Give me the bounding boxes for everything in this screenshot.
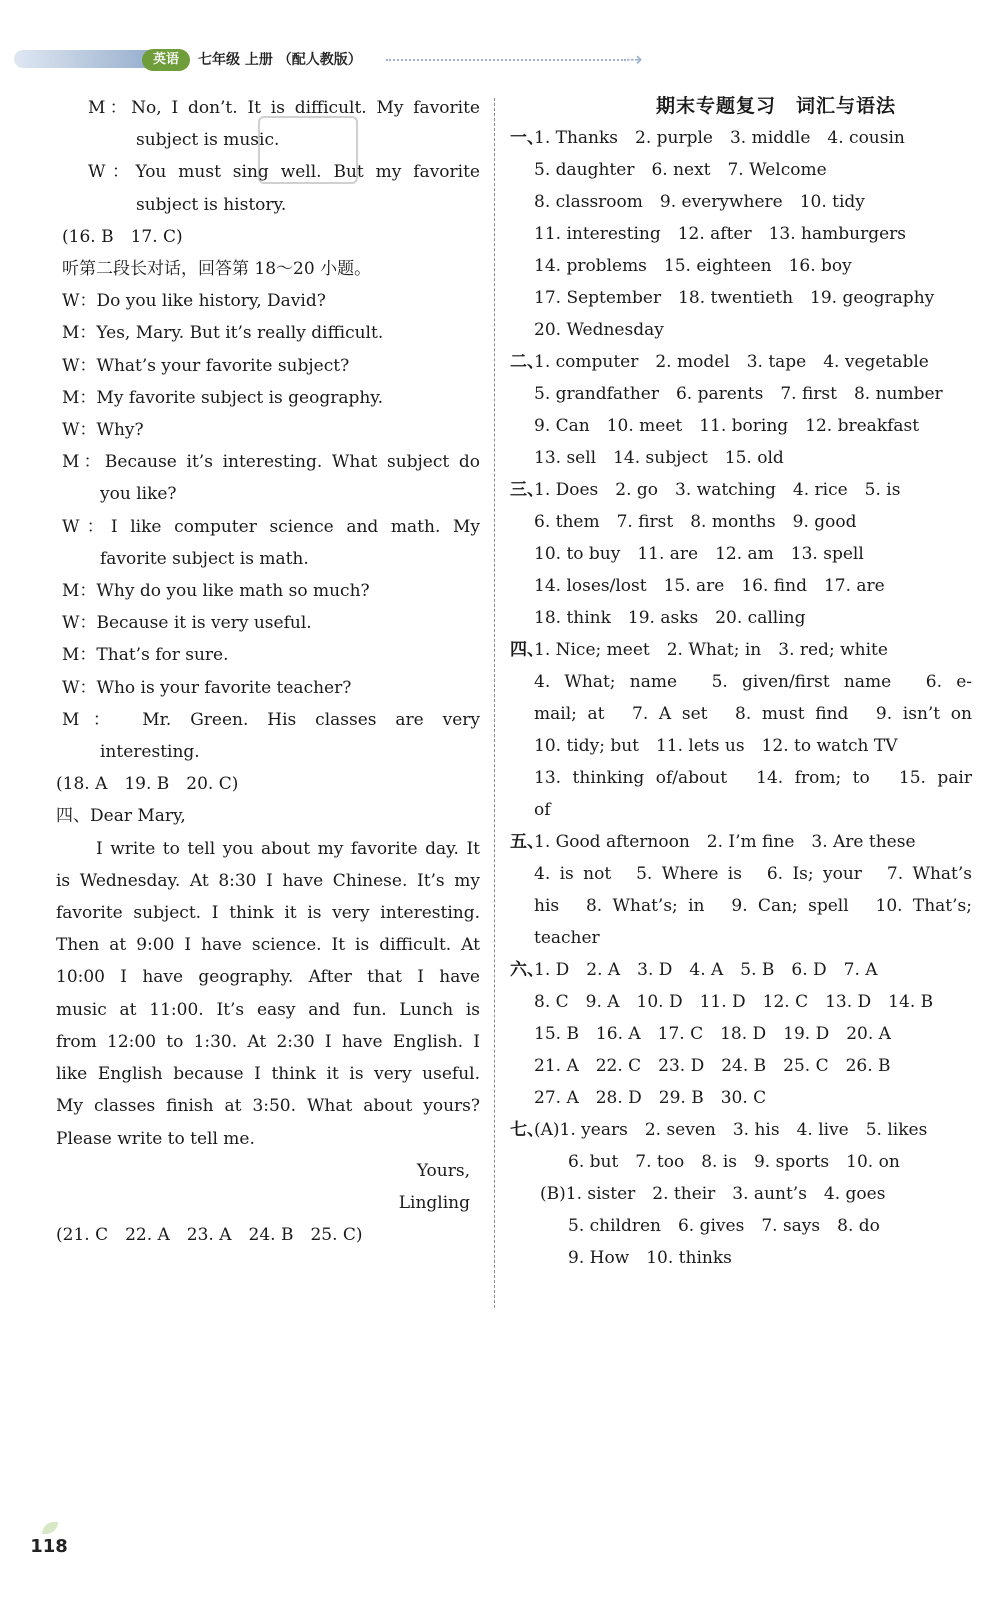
answer-line bbox=[510, 122, 972, 154]
answer-line bbox=[510, 634, 972, 666]
answer-text: 1. D 2. A 3. D 4. A 5. B 6. D 7. A bbox=[534, 960, 878, 980]
text-line: is Wednesday. At 8:30 I have Chinese. It’s my bbox=[56, 870, 480, 891]
answer-line bbox=[510, 730, 972, 762]
answer-line bbox=[510, 858, 972, 890]
right-column bbox=[510, 90, 972, 1274]
text-line: music at 11:00. It’s easy and fun. Lunch is bbox=[56, 999, 480, 1020]
left-column bbox=[56, 92, 480, 1251]
page-number: 118 bbox=[28, 1522, 70, 1564]
answer-line bbox=[510, 1082, 972, 1114]
answer-line bbox=[510, 922, 972, 954]
answer-text: 14. problems 15. eighteen 16. boy bbox=[534, 256, 852, 276]
column-divider bbox=[494, 98, 495, 1308]
answer-text: 8. classroom 9. everywhere 10. tidy bbox=[534, 192, 865, 212]
arrow-icon: ⇢ bbox=[626, 47, 643, 71]
section-marker: 六、 bbox=[510, 960, 544, 980]
answer-text: mail; at 7. A set 8. must find 9. isn’t on bbox=[534, 704, 972, 724]
answer-text: 6. them 7. first 8. months 9. good bbox=[534, 512, 857, 532]
answer-line bbox=[510, 186, 972, 218]
text-line: W：Because it is very useful. bbox=[62, 613, 312, 634]
answer-line bbox=[510, 986, 972, 1018]
answer-line bbox=[510, 410, 972, 442]
answer-line bbox=[510, 954, 972, 986]
answer-text: 1. Good afternoon 2. I’m fine 3. Are these bbox=[534, 832, 916, 852]
answer-line bbox=[510, 1242, 972, 1274]
text-line: M：That’s for sure. bbox=[62, 645, 229, 666]
text-line: 四、Dear Mary, bbox=[56, 806, 186, 827]
text-line: Lingling bbox=[398, 1192, 470, 1213]
answer-line bbox=[510, 666, 972, 698]
answer-text: (A)1. years 2. seven 3. his 4. live 5. likes bbox=[534, 1120, 928, 1140]
answer-text: 4. is not 5. Where is 6. Is; your 7. What’s bbox=[534, 864, 972, 884]
answer-text: 1. Nice; meet 2. What; in 3. red; white bbox=[534, 640, 888, 660]
answer-text: 21. A 22. C 23. D 24. B 25. C 26. B bbox=[534, 1056, 891, 1076]
answer-line bbox=[510, 218, 972, 250]
section-marker: 二、 bbox=[510, 352, 544, 372]
text-line: subject is history. bbox=[136, 194, 287, 215]
answer-line bbox=[510, 538, 972, 570]
section-marker: 五、 bbox=[510, 832, 544, 852]
answer-line bbox=[510, 474, 972, 506]
answer-line bbox=[510, 378, 972, 410]
text-line: W：I like computer science and math. My bbox=[62, 516, 480, 537]
answer-line bbox=[510, 570, 972, 602]
text-line: W：Why? bbox=[62, 420, 144, 441]
answer-line bbox=[510, 890, 972, 922]
text-line: Then at 9:00 I have science. It is difficult. At bbox=[56, 935, 480, 956]
answer-text: 6. but 7. too 8. is 9. sports 10. on bbox=[568, 1152, 900, 1172]
text-line: W：Who is your favorite teacher? bbox=[62, 677, 352, 698]
text-line: (16. B 17. C) bbox=[62, 226, 183, 247]
text-line: (21. C 22. A 23. A 24. B 25. C) bbox=[56, 1225, 363, 1246]
answer-text: 5. grandfather 6. parents 7. first 8. number bbox=[534, 384, 943, 404]
answer-text: 8. C 9. A 10. D 11. D 12. C 13. D 14. B bbox=[534, 992, 934, 1012]
page-header bbox=[14, 44, 654, 78]
answer-line bbox=[510, 698, 972, 730]
text-line: M：No, I don’t. It is difficult. My favorite bbox=[88, 98, 480, 118]
answer-text: 18. think 19. asks 20. calling bbox=[534, 608, 806, 628]
text-line: like English because I think it is very useful. bbox=[56, 1064, 480, 1085]
answer-text: 1. Does 2. go 3. watching 4. rice 5. is bbox=[534, 480, 901, 500]
answer-text: his 8. What’s; in 9. Can; spell 10. That’s; bbox=[534, 896, 972, 916]
answer-line bbox=[510, 1178, 972, 1210]
answer-list bbox=[510, 122, 972, 1274]
answer-line bbox=[510, 442, 972, 474]
answer-line bbox=[510, 826, 972, 858]
answer-line bbox=[510, 282, 972, 314]
answer-line bbox=[510, 1114, 972, 1146]
text-line: favorite subject is math. bbox=[100, 548, 309, 569]
answer-text: 5. children 6. gives 7. says 8. do bbox=[568, 1216, 880, 1236]
answer-line bbox=[510, 794, 972, 826]
text-line: favorite subject. I think it is very interesting. bbox=[56, 903, 480, 924]
answer-text: 9. Can 10. meet 11. boring 12. breakfast bbox=[534, 416, 920, 436]
answer-line bbox=[510, 346, 972, 378]
text-line: Yours, bbox=[416, 1160, 470, 1181]
text-line: W：What’s your favorite subject? bbox=[62, 355, 350, 376]
header-dotted-line bbox=[386, 59, 626, 61]
text-line: M：Yes, Mary. But it’s really difficult. bbox=[62, 323, 384, 344]
answer-text: teacher bbox=[534, 928, 600, 948]
section-marker: 四、 bbox=[510, 640, 544, 660]
answer-text: 4. What; name 5. given/first name 6. e- bbox=[534, 672, 972, 692]
text-line: M：Why do you like math so much? bbox=[62, 581, 370, 602]
answer-text: 27. A 28. D 29. B 30. C bbox=[534, 1088, 767, 1108]
answer-line bbox=[510, 602, 972, 634]
text-line: I write to tell you about my favorite day. It bbox=[96, 838, 480, 859]
text-line: W：Do you like history, David? bbox=[62, 291, 326, 312]
leaf-icon bbox=[42, 1522, 58, 1534]
section-marker: 七、 bbox=[510, 1120, 544, 1140]
section-title: 期末专题复习 词汇与语法 bbox=[655, 95, 896, 117]
text-line: Please write to tell me. bbox=[56, 1128, 255, 1149]
answer-text: 11. interesting 12. after 13. hamburgers bbox=[534, 224, 907, 244]
answer-text: 14. loses/lost 15. are 16. find 17. are bbox=[534, 576, 885, 596]
answer-text: 9. How 10. thinks bbox=[568, 1248, 732, 1268]
book-info: 七年级 上册 （配人教版） bbox=[198, 52, 362, 68]
subject-badge: 英语 bbox=[142, 49, 190, 71]
answer-text: 17. September 18. twentieth 19. geography bbox=[534, 288, 935, 308]
answer-text: 13. thinking of/about 14. from; to 15. pair bbox=[534, 768, 972, 788]
answer-line bbox=[510, 506, 972, 538]
answer-line bbox=[510, 1146, 972, 1178]
text-line: M：My favorite subject is geography. bbox=[62, 387, 384, 408]
text-line: My classes finish at 3:50. What about yours? bbox=[56, 1096, 480, 1117]
answer-line bbox=[510, 154, 972, 186]
answer-line bbox=[510, 1018, 972, 1050]
answer-line bbox=[510, 314, 972, 346]
text-line: from 12:00 to 1:30. At 2:30 I have English. I bbox=[56, 1031, 480, 1052]
text-line: you like? bbox=[100, 484, 177, 505]
stamp-watermark bbox=[258, 116, 358, 184]
text-line: 听第二段长对话，回答第 18～20 小题。 bbox=[62, 259, 372, 280]
answer-text: 1. computer 2. model 3. tape 4. vegetable bbox=[534, 352, 929, 372]
section-marker: 三、 bbox=[510, 480, 544, 500]
answer-line bbox=[510, 762, 972, 794]
answer-text: (B)1. sister 2. their 3. aunt’s 4. goes bbox=[540, 1184, 886, 1204]
answer-text: 5. daughter 6. next 7. Welcome bbox=[534, 160, 827, 180]
answer-line bbox=[510, 1210, 972, 1242]
text-line: M： Mr. Green. His classes are very bbox=[62, 709, 480, 730]
text-line: interesting. bbox=[100, 742, 200, 763]
text-line: (18. A 19. B 20. C) bbox=[56, 774, 239, 795]
section-marker: 一、 bbox=[510, 128, 544, 148]
answer-text: 10. to buy 11. are 12. am 13. spell bbox=[534, 544, 864, 564]
text-line: M：Because it’s interesting. What subject do bbox=[62, 452, 480, 473]
answer-line bbox=[510, 1050, 972, 1082]
text-line: subject is music. bbox=[136, 130, 280, 151]
answer-text: 20. Wednesday bbox=[534, 320, 664, 340]
answer-line bbox=[510, 250, 972, 282]
answer-text: 1. Thanks 2. purple 3. middle 4. cousin bbox=[534, 128, 905, 148]
answer-text: 13. sell 14. subject 15. old bbox=[534, 448, 784, 468]
answer-text: 15. B 16. A 17. C 18. D 19. D 20. A bbox=[534, 1024, 891, 1044]
answer-text: 10. tidy; but 11. lets us 12. to watch TV bbox=[534, 736, 898, 756]
text-line: 10:00 I have geography. After that I have bbox=[56, 967, 480, 988]
answer-text: of bbox=[534, 800, 551, 820]
text-line: W：You must sing well. But my favorite bbox=[88, 162, 480, 183]
